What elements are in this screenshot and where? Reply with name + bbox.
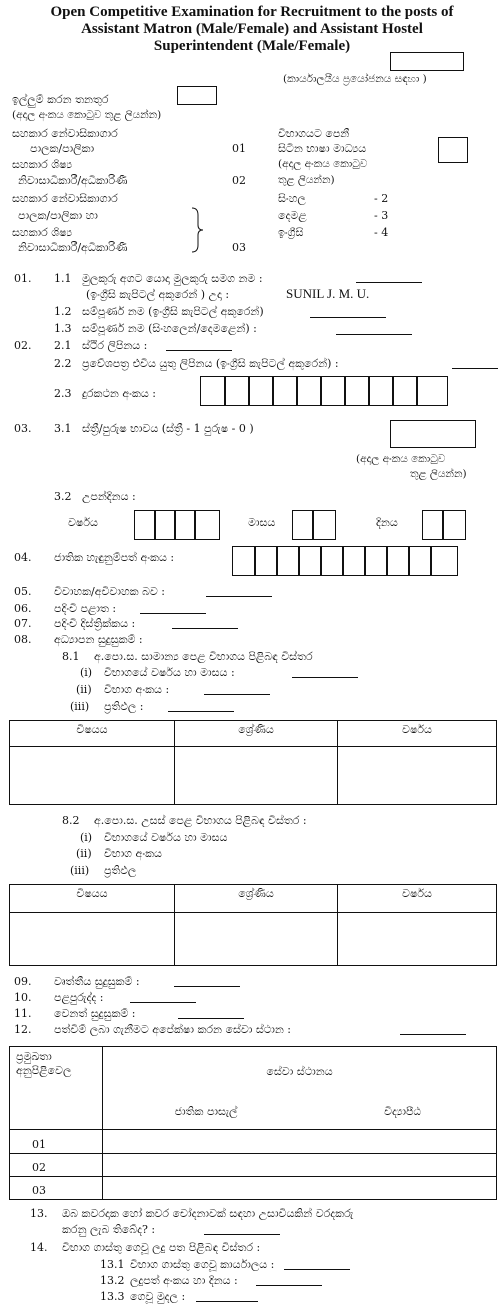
al-sub-ii-index: (ii) bbox=[76, 847, 92, 860]
al-col-subject: විෂයය bbox=[10, 885, 175, 913]
ol-col-grade: ශ්‍රේණිය bbox=[175, 721, 338, 747]
admission-address-line[interactable] bbox=[452, 368, 498, 369]
gender-box[interactable] bbox=[390, 420, 476, 448]
s01-1-3-index: 1.3 bbox=[54, 322, 72, 335]
medium-box[interactable] bbox=[438, 137, 468, 163]
ol-col-year: වර්ෂය bbox=[338, 721, 497, 747]
education-label: අධ්‍යාපන සුදුසුකම් : bbox=[54, 633, 143, 646]
medium-option-english-code: - 4 bbox=[374, 226, 389, 239]
fee-item-2-index: 13.2 bbox=[100, 1274, 125, 1287]
s01-number: 01. bbox=[14, 272, 32, 285]
full-name-english-line[interactable] bbox=[310, 317, 386, 318]
s03-number: 03. bbox=[14, 422, 32, 435]
ol-exam-label: අ.පො.ස. සාමාන්‍ය පෙළ විභාගය පිළිබඳ විස්තර bbox=[94, 650, 313, 663]
priority-label-2: අනුපිළිවෙල bbox=[16, 1064, 72, 1077]
ol-sub-ii-index: (ii) bbox=[76, 683, 92, 696]
al-cell[interactable] bbox=[10, 913, 175, 966]
medium-option-english: ඉංග්‍රීසි bbox=[278, 226, 304, 239]
preferred-stations-line[interactable] bbox=[400, 1034, 466, 1035]
medium-option-sinhala-code: - 2 bbox=[374, 192, 389, 205]
fee-receipt-label: විභාග ගාස්තු ගෙවූ ලදු පත පිළිබඳ විස්තර : bbox=[62, 1241, 261, 1254]
permanent-address-line[interactable] bbox=[166, 350, 232, 351]
ol-results-label: ප්‍රතිඵල : bbox=[104, 700, 144, 713]
amount-paid-label: ගෙවූ මුදල : bbox=[130, 1290, 186, 1303]
national-schools-header: ජාතික පාසැල් bbox=[103, 1096, 310, 1129]
s04-number: 04. bbox=[14, 551, 32, 564]
ol-year-month-label: විභාගයේ වර්ෂය හා මාසය : bbox=[104, 666, 235, 679]
ol-col-subject: විෂයය bbox=[10, 721, 175, 747]
dob-year-label: වර්ෂය bbox=[68, 516, 98, 529]
s03-3-2-label: උපන්දිනය : bbox=[82, 490, 136, 503]
s14-number: 14. bbox=[30, 1241, 48, 1254]
colleges-header: විද්‍යාපීඨ bbox=[309, 1096, 497, 1129]
post-option-2-line1: සහකාර ශිෂ්‍ය bbox=[12, 158, 73, 171]
s02-number: 02. bbox=[14, 339, 32, 352]
province-label: පදිංචි පළාත : bbox=[54, 602, 117, 615]
office-use-box[interactable] bbox=[390, 52, 464, 71]
ol-cell[interactable] bbox=[175, 747, 338, 805]
s07-number: 07. bbox=[14, 617, 32, 630]
professional-qualifications-label: වෘත්තීය සුදුසුකම් : bbox=[54, 975, 140, 988]
nic-label: ජාතික හැඳුනුම්පත් අංකය : bbox=[54, 551, 175, 564]
medium-note-2: තුළ ලියන්න) bbox=[278, 174, 335, 186]
preferred-stations-table bbox=[9, 1046, 497, 1200]
s01-1-2-label: සම්පූර්ණ නම (ඉංග්‍රීසි කැපිටල් අකුරෙන්) bbox=[82, 305, 264, 318]
form-title-line3: Superintendent (Male/Female) bbox=[153, 38, 351, 54]
ol-year-month-line[interactable] bbox=[292, 677, 358, 678]
receipt-number-label: ලදුපත් අංකය හා දිනය : bbox=[130, 1274, 238, 1287]
amount-paid-line[interactable] bbox=[196, 1301, 258, 1302]
s02-2-1-label: ස්ථිර ලිපිනය : bbox=[82, 339, 148, 352]
form-title-line1: Open Competitive Examination for Recruitment to the posts of bbox=[50, 4, 454, 20]
s12-number: 12. bbox=[14, 1023, 32, 1036]
s02-2-2-index: 2.2 bbox=[54, 357, 72, 370]
gender-note-2: තුළ ලියන්න) bbox=[410, 468, 467, 480]
al-cell[interactable] bbox=[175, 913, 338, 966]
s10-number: 10. bbox=[14, 991, 32, 1004]
example-name: SUNIL J. M. U. bbox=[286, 286, 370, 301]
al-results-table bbox=[9, 884, 497, 966]
priority-row-03: 03 bbox=[10, 1177, 103, 1200]
post-option-2-code: 02 bbox=[232, 174, 246, 187]
s08-8-1-index: 8.1 bbox=[62, 650, 80, 663]
preferred-stations-label: පත්වීම් ලබා ගැනීමට අපේක්ෂා කරන සේවා ස්ථාන : bbox=[54, 1023, 291, 1036]
s01-1-1-index: 1.1 bbox=[54, 272, 72, 285]
s02-2-2-label: ප්‍රවේශපත්‍ර එවිය යුතු ලිපිනය (ඉංග්‍රීසි කැපිටල් අකුරෙන්) : bbox=[82, 357, 339, 370]
conviction-question-1: ඔබ කවරදාක හෝ කවර චෝදනාවක් සඳහා උසාවියකින් වරදකරු bbox=[62, 1207, 354, 1220]
dob-day-label: දිනය bbox=[376, 516, 398, 529]
s11-number: 11. bbox=[14, 1007, 32, 1020]
al-cell[interactable] bbox=[338, 913, 497, 966]
al-year-month-label: විභාගයේ වර්ෂය හා මාසය bbox=[104, 831, 228, 844]
ol-sub-iii-index: (iii) bbox=[70, 700, 90, 713]
priority-row-01: 01 bbox=[10, 1129, 103, 1154]
conviction-answer-line[interactable] bbox=[204, 1234, 280, 1235]
ol-results-line[interactable] bbox=[168, 711, 234, 712]
province-line[interactable] bbox=[140, 613, 206, 614]
other-qualifications-label: වෙනත් සුදුසුකම් : bbox=[54, 1007, 136, 1020]
post-option-3-line3: සහකාර ශිෂ්‍ය bbox=[12, 226, 73, 239]
post-option-3-line1: සහකාර නේවාසිකාගාර bbox=[12, 192, 118, 205]
district-line[interactable] bbox=[172, 628, 238, 629]
al-sub-iii-index: (iii) bbox=[70, 864, 90, 877]
ol-results-table bbox=[9, 720, 497, 805]
post-applied-note: (අදාල අංකය කොටුව තුළ ලියන්න) bbox=[12, 109, 162, 121]
form-title-line2: Assistant Matron (Male/Female) and Assistant Hostel bbox=[81, 21, 423, 37]
post-option-2-line2: නිවාසාධිකාරී/අධිකාරිණී bbox=[18, 174, 128, 187]
s05-number: 05. bbox=[14, 585, 32, 598]
s03-3-2-index: 3.2 bbox=[54, 490, 72, 503]
marital-status-label: විවාහක/අවිවාහක බව : bbox=[54, 585, 166, 598]
gender-note-1: (අදාල අංකය කොටුව bbox=[356, 453, 446, 465]
professional-qualifications-line[interactable] bbox=[174, 986, 240, 987]
s01-1-1-note: (ඉංග්‍රීසි කැපිටල් අකුරෙන් ) උදා : bbox=[86, 288, 230, 301]
s06-number: 06. bbox=[14, 602, 32, 615]
ol-index-number-label: විභාග අංකය : bbox=[104, 683, 170, 696]
s03-3-1-label: ස්ත්‍රී/පුරුෂ භාවය (ස්ත්‍රී - 1 පුරුෂ - 0 ) bbox=[82, 422, 254, 435]
brace-icon bbox=[190, 207, 204, 253]
s08-8-2-index: 8.2 bbox=[62, 814, 80, 827]
name-with-initials-line[interactable] bbox=[356, 282, 422, 283]
dob-month-label: මාසය bbox=[248, 516, 276, 529]
ol-sub-i-index: (i) bbox=[80, 666, 93, 679]
s01-1-2-index: 1.2 bbox=[54, 305, 72, 318]
medium-note-1: (අදාල අංකය කොටුව bbox=[278, 158, 368, 170]
fee-office-line[interactable] bbox=[284, 1269, 350, 1270]
station-cell-02[interactable] bbox=[103, 1154, 497, 1177]
post-option-1-code: 01 bbox=[232, 142, 246, 155]
post-applied-box[interactable] bbox=[177, 86, 217, 105]
fee-office-label: විභාග ගාස්තු ගෙවූ කාර්යාලය : bbox=[130, 1258, 275, 1271]
station-column-header: සේවා ස්ථානය bbox=[103, 1047, 497, 1097]
s02-2-1-index: 2.1 bbox=[54, 339, 72, 352]
post-option-3-code: 03 bbox=[232, 241, 246, 254]
s08-number: 08. bbox=[14, 633, 32, 646]
post-option-1-line1: සහකාර නේවාසිකාගාර bbox=[12, 127, 118, 140]
experience-line[interactable] bbox=[130, 1002, 196, 1003]
s13-number: 13. bbox=[30, 1207, 48, 1220]
s02-2-3-index: 2.3 bbox=[54, 387, 72, 400]
receipt-number-line[interactable] bbox=[256, 1285, 322, 1286]
s03-3-1-index: 3.1 bbox=[54, 422, 72, 435]
district-label: පදිංචි දිස්ත්‍රික්කය : bbox=[54, 617, 136, 630]
experience-label: පළපුරුද්ද : bbox=[54, 991, 104, 1004]
s01-1-1-label: මුලකුරු අගට යොදා මුලකුරු සමග නම : bbox=[82, 272, 263, 285]
s02-2-3-label: දුරකථන අංකය : bbox=[82, 387, 156, 400]
post-applied-label: ඉල්ලුම් කරන තනතුර bbox=[12, 93, 109, 106]
other-qualifications-line[interactable] bbox=[178, 1018, 244, 1019]
medium-option-tamil-code: - 3 bbox=[374, 209, 389, 222]
al-sub-i-index: (i) bbox=[80, 831, 93, 844]
station-cell-01[interactable] bbox=[103, 1129, 497, 1154]
post-option-1-line2: පාලක/පාලිකා bbox=[30, 142, 95, 155]
marital-status-line[interactable] bbox=[206, 596, 272, 597]
fee-item-1-index: 13.1 bbox=[100, 1258, 125, 1271]
ol-cell[interactable] bbox=[338, 747, 497, 805]
office-use-label: (කාර්යාලයීය ප්‍රයෝජනය සඳහා ) bbox=[283, 73, 427, 85]
station-cell-03[interactable] bbox=[103, 1177, 497, 1200]
priority-row-02: 02 bbox=[10, 1154, 103, 1177]
s01-1-3-label: සම්පූර්ණ නම (සිංහලෙන්/දෙමළෙන්) : bbox=[82, 322, 257, 335]
s09-number: 09. bbox=[14, 975, 32, 988]
ol-cell[interactable] bbox=[10, 747, 175, 805]
al-index-number-label: විභාග අංකය bbox=[104, 847, 162, 860]
al-col-year: වර්ෂය bbox=[338, 885, 497, 913]
al-results-label: ප්‍රතිඵල bbox=[104, 864, 137, 877]
medium-option-sinhala: සිංහල bbox=[278, 192, 306, 205]
priority-label-1: ප්‍රමුඛතා bbox=[16, 1050, 52, 1063]
post-option-3-line2: පාලක/පාලිකා හා bbox=[18, 209, 98, 222]
al-exam-label: අ.පො.ස. උසස් පෙළ විභාගය පිළිබඳ විස්තර : bbox=[94, 814, 307, 827]
medium-option-tamil: දෙමළ bbox=[278, 209, 307, 222]
fee-item-3-index: 13.3 bbox=[100, 1290, 125, 1303]
medium-label-2: සිටින භාෂා මාධ්‍යය bbox=[278, 142, 367, 155]
medium-label-1: විභාගයට පෙනී bbox=[278, 127, 350, 140]
post-option-3-line4: නිවාසාධිකාරී/අධිකාරිණී bbox=[18, 241, 128, 254]
al-col-grade: ශ්‍රේණිය bbox=[175, 885, 338, 913]
ol-index-number-line[interactable] bbox=[204, 694, 270, 695]
conviction-question-2: කරනු ලැබ තිබේද? : bbox=[62, 1223, 156, 1236]
priority-column-header bbox=[10, 1047, 103, 1130]
full-name-sinhala-line[interactable] bbox=[336, 334, 412, 335]
